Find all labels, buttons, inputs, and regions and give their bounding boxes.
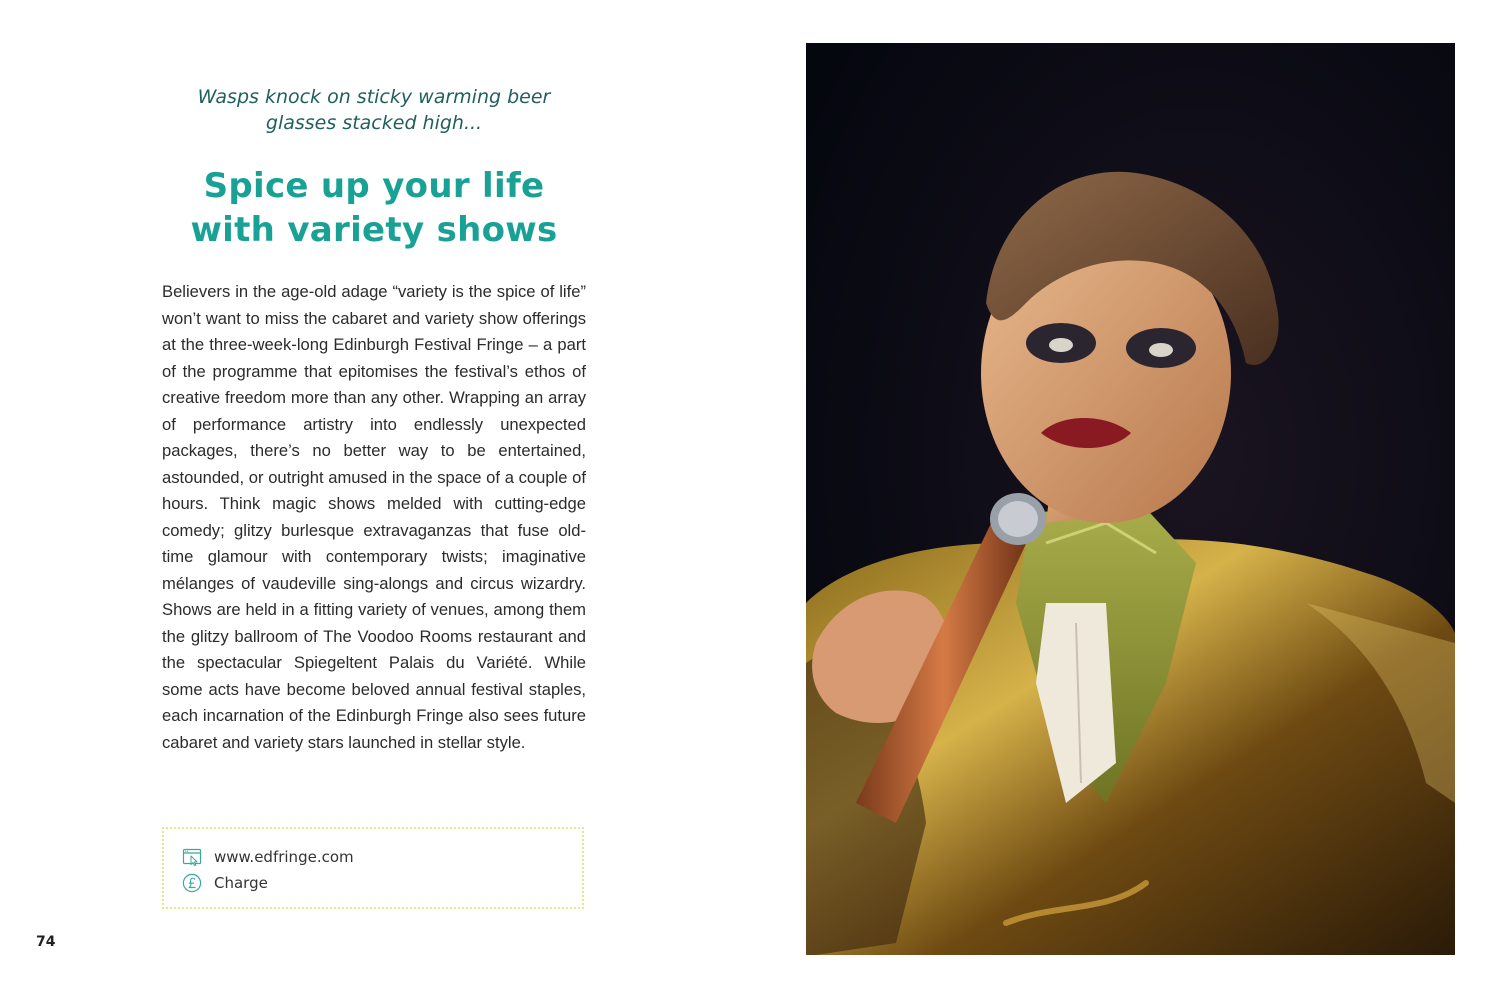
website-link[interactable]: www.edfringe.com <box>214 848 354 866</box>
body-paragraph: Believers in the age-old adage “variety is the spice of life” won’t want to miss the cabaret and variety show offerings at the three-week-long Edinburgh Festival Fringe – a part of the programme that epitomises the festival’s ethos of creative freedom more than any other. Wrapping an array of performance artistry into endlessly unexpected packages, there’s no better way to be entertained, astounded, or outright amused in the space of a couple of hours. Think magic shows melded with cutting-edge comedy; glitzy burlesque extravaganzas that fuse old-time glamour with contemporary twists; imaginative mélanges of vaudeville sing-alongs and circus wizardry. Shows are held in a fitting variety of venues, among them the glitzy ballroom of The Voodoo Rooms restaurant and the spectacular Spiegeltent Palais du Variété. While some acts have become beloved annual festival staples, each incarnation of the Edinburgh Fringe also sees future cabaret and variety stars launched in stellar style. <box>162 282 586 752</box>
page-number: 74 <box>36 934 56 950</box>
price-label: Charge <box>214 874 268 892</box>
page-title <box>162 164 586 252</box>
page-title-line-1: Spice up your life <box>203 166 545 206</box>
info-website-row[interactable] <box>182 847 354 867</box>
browser-cursor-icon <box>182 847 202 867</box>
pound-circle-icon <box>182 873 202 893</box>
haiku-intro: Wasps knock on sticky warming beer glasses stacked high... <box>197 86 551 134</box>
info-price-row <box>182 873 268 893</box>
performer-photo <box>806 43 1455 955</box>
info-box <box>162 827 584 909</box>
cabaret-performer-illustration <box>806 43 1455 955</box>
page-title-line-2: with variety shows <box>190 210 558 250</box>
